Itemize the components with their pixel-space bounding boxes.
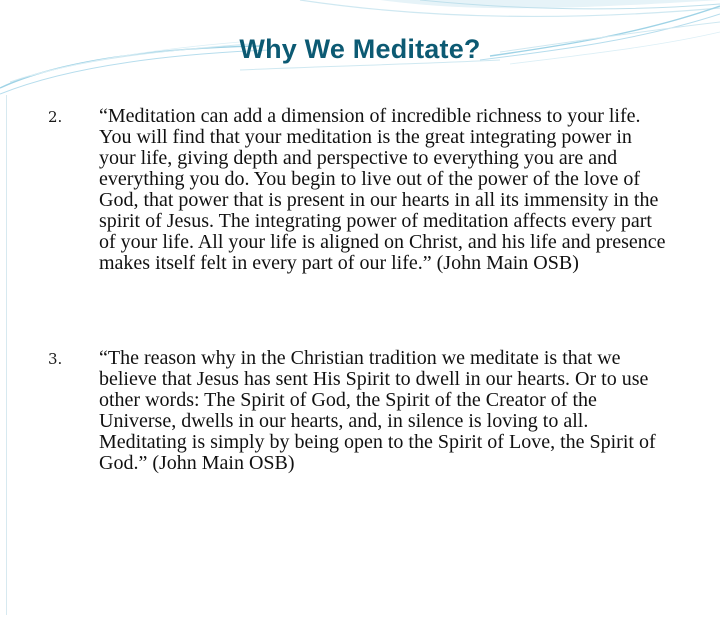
item-number: 2. <box>48 108 63 126</box>
slide-title: Why We Meditate? <box>239 34 481 64</box>
left-margin-rule <box>6 95 7 615</box>
item-number: 3. <box>48 350 63 368</box>
item-quote-text: “Meditation can add a dimension of incredible richness to your life. You will find that your meditation is the great integrating power in your life, giving depth and perspective to everything you are and everything you do. You begin to live out of the power of the love of God, that power that is present in our hearts in all its immensity in the spirit of Jesus. The integrating power of meditation affects every part of your life. All your life is aligned on Christ, and his life and presence makes itself felt in every part of our life.” (John Main OSB) <box>99 105 666 274</box>
item-quote-text: “The reason why in the Christian tradition we meditate is that we believe that Jesus has sent His Spirit to dwell in our hearts. Or to use other words: The Spirit of God, the Spirit of the Creator of the Universe, dwells in our hearts, and, in silence is loving to all. Meditating is simply by being open to the Spirit of Love, the Spirit of God.” (John Main OSB) <box>99 347 656 474</box>
